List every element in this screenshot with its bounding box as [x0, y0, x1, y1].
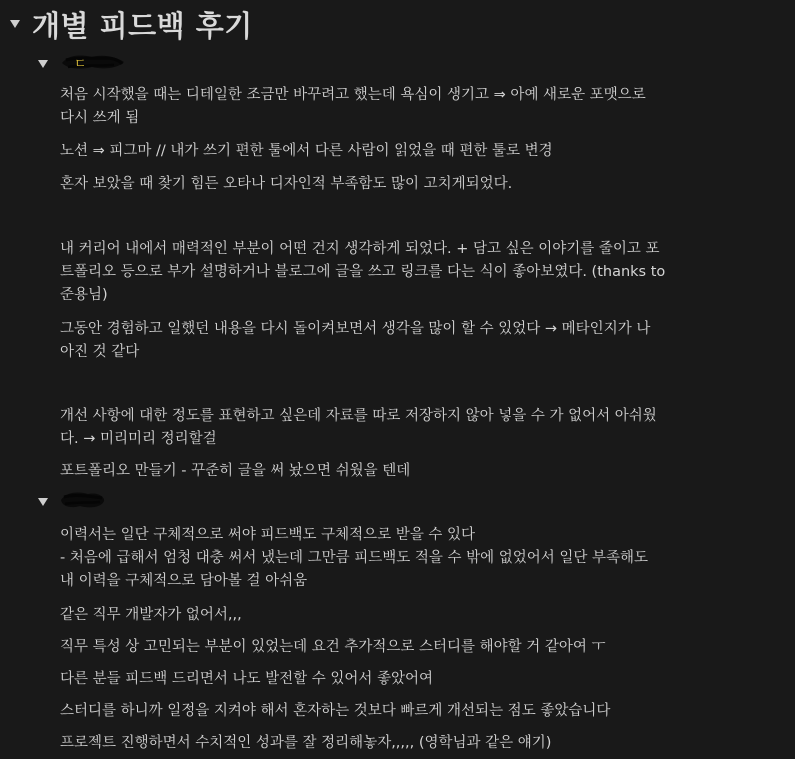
toggle-down-icon[interactable]: [36, 57, 50, 71]
person-toggle-2: [36, 490, 108, 514]
paragraph-spellcheck[interactable]: 프로젝트 진행하면서 수치적인 성과를 잘 정리해놓자,,,,, (영학님과 같은 얘기): [60, 735, 552, 751]
paragraph[interactable]: 내 커리어 내에서 매력적인 부분이 어떤 건지 생각하게 되었다. + 담고 싶은 이야기를 줄이고 포 트폴리오 등으로 부가 설명하거나 블로그에 글을 쓰고 링크를 다는 식이 좋아보였다. (thanks to 준용님): [60, 241, 666, 303]
paragraph-spellcheck[interactable]: 직무 특성 상 고민되는 부분이 있었는데 요건 추가적으로 스터디를 해야할 거 같아여 ㅜ: [60, 639, 606, 655]
paragraph-spellcheck[interactable]: 스터디를 하니까 일정을 지켜야 해서 혼자하는 것보다 빠르게 개선되는 점도 좋았습니다: [60, 703, 611, 719]
heading-toggle: [8, 4, 253, 44]
paragraph[interactable]: 같은 직무 개발자가 없어서,,,: [60, 607, 242, 623]
paragraph[interactable]: 그동안 경험하고 일했던 내용을 다시 돌이켜보면서 생각을 많이 할 수 있었다 → 메타인지가 나 아진 것 같다: [60, 321, 651, 360]
toggle-down-icon[interactable]: [8, 17, 22, 31]
paragraph[interactable]: 처음 시작했을 때는 디테일한 조금만 바꾸려고 했는데 욕심이 생기고 ⇒ 아예 새로운 포맷으로 다시 쓰게 됨: [60, 87, 646, 126]
person-toggle-1: [36, 52, 128, 76]
page-heading[interactable]: 개별 피드백 후기: [32, 8, 253, 43]
paragraph[interactable]: 노션 ⇒ 피그마 // 내가 쓰기 편한 툴에서 다른 사람이 읽었을 때 편한 툴로 변경: [60, 143, 553, 159]
redacted-name: [58, 489, 108, 515]
paragraph-spellcheck[interactable]: 다른 분들 피드백 드리면서 나도 발전할 수 있어서 좋았어여: [60, 671, 434, 687]
paragraph[interactable]: 개선 사항에 대한 정도를 표현하고 싶은데 자료를 따로 저장하지 않아 넣을 수 가 없어서 아쉬웠 다. → 미리미리 정리할걸: [60, 408, 657, 447]
paragraph[interactable]: 포트폴리오 만들기 - 꾸준히 글을 써 놨으면 쉬웠을 텐데: [60, 463, 411, 479]
paragraph[interactable]: 이력서는 일단 구체적으로 써야 피드백도 구체적으로 받을 수 있다 - 처음에 급해서 엄청 대충 써서 냈는데 그만큼 피드백도 적을 수 밖에 없었어서 일단 부족해도 내 이력을 구체적으로 담아볼 걸 아쉬움: [60, 527, 649, 589]
toggle-down-icon[interactable]: [36, 495, 50, 509]
paragraph[interactable]: 혼자 보았을 때 찾기 힘든 오타나 디자인적 부족함도 많이 고치게되었다.: [60, 176, 513, 192]
redacted-name-visible-glyph: ㄷ: [74, 57, 87, 72]
redacted-name: [58, 51, 128, 77]
